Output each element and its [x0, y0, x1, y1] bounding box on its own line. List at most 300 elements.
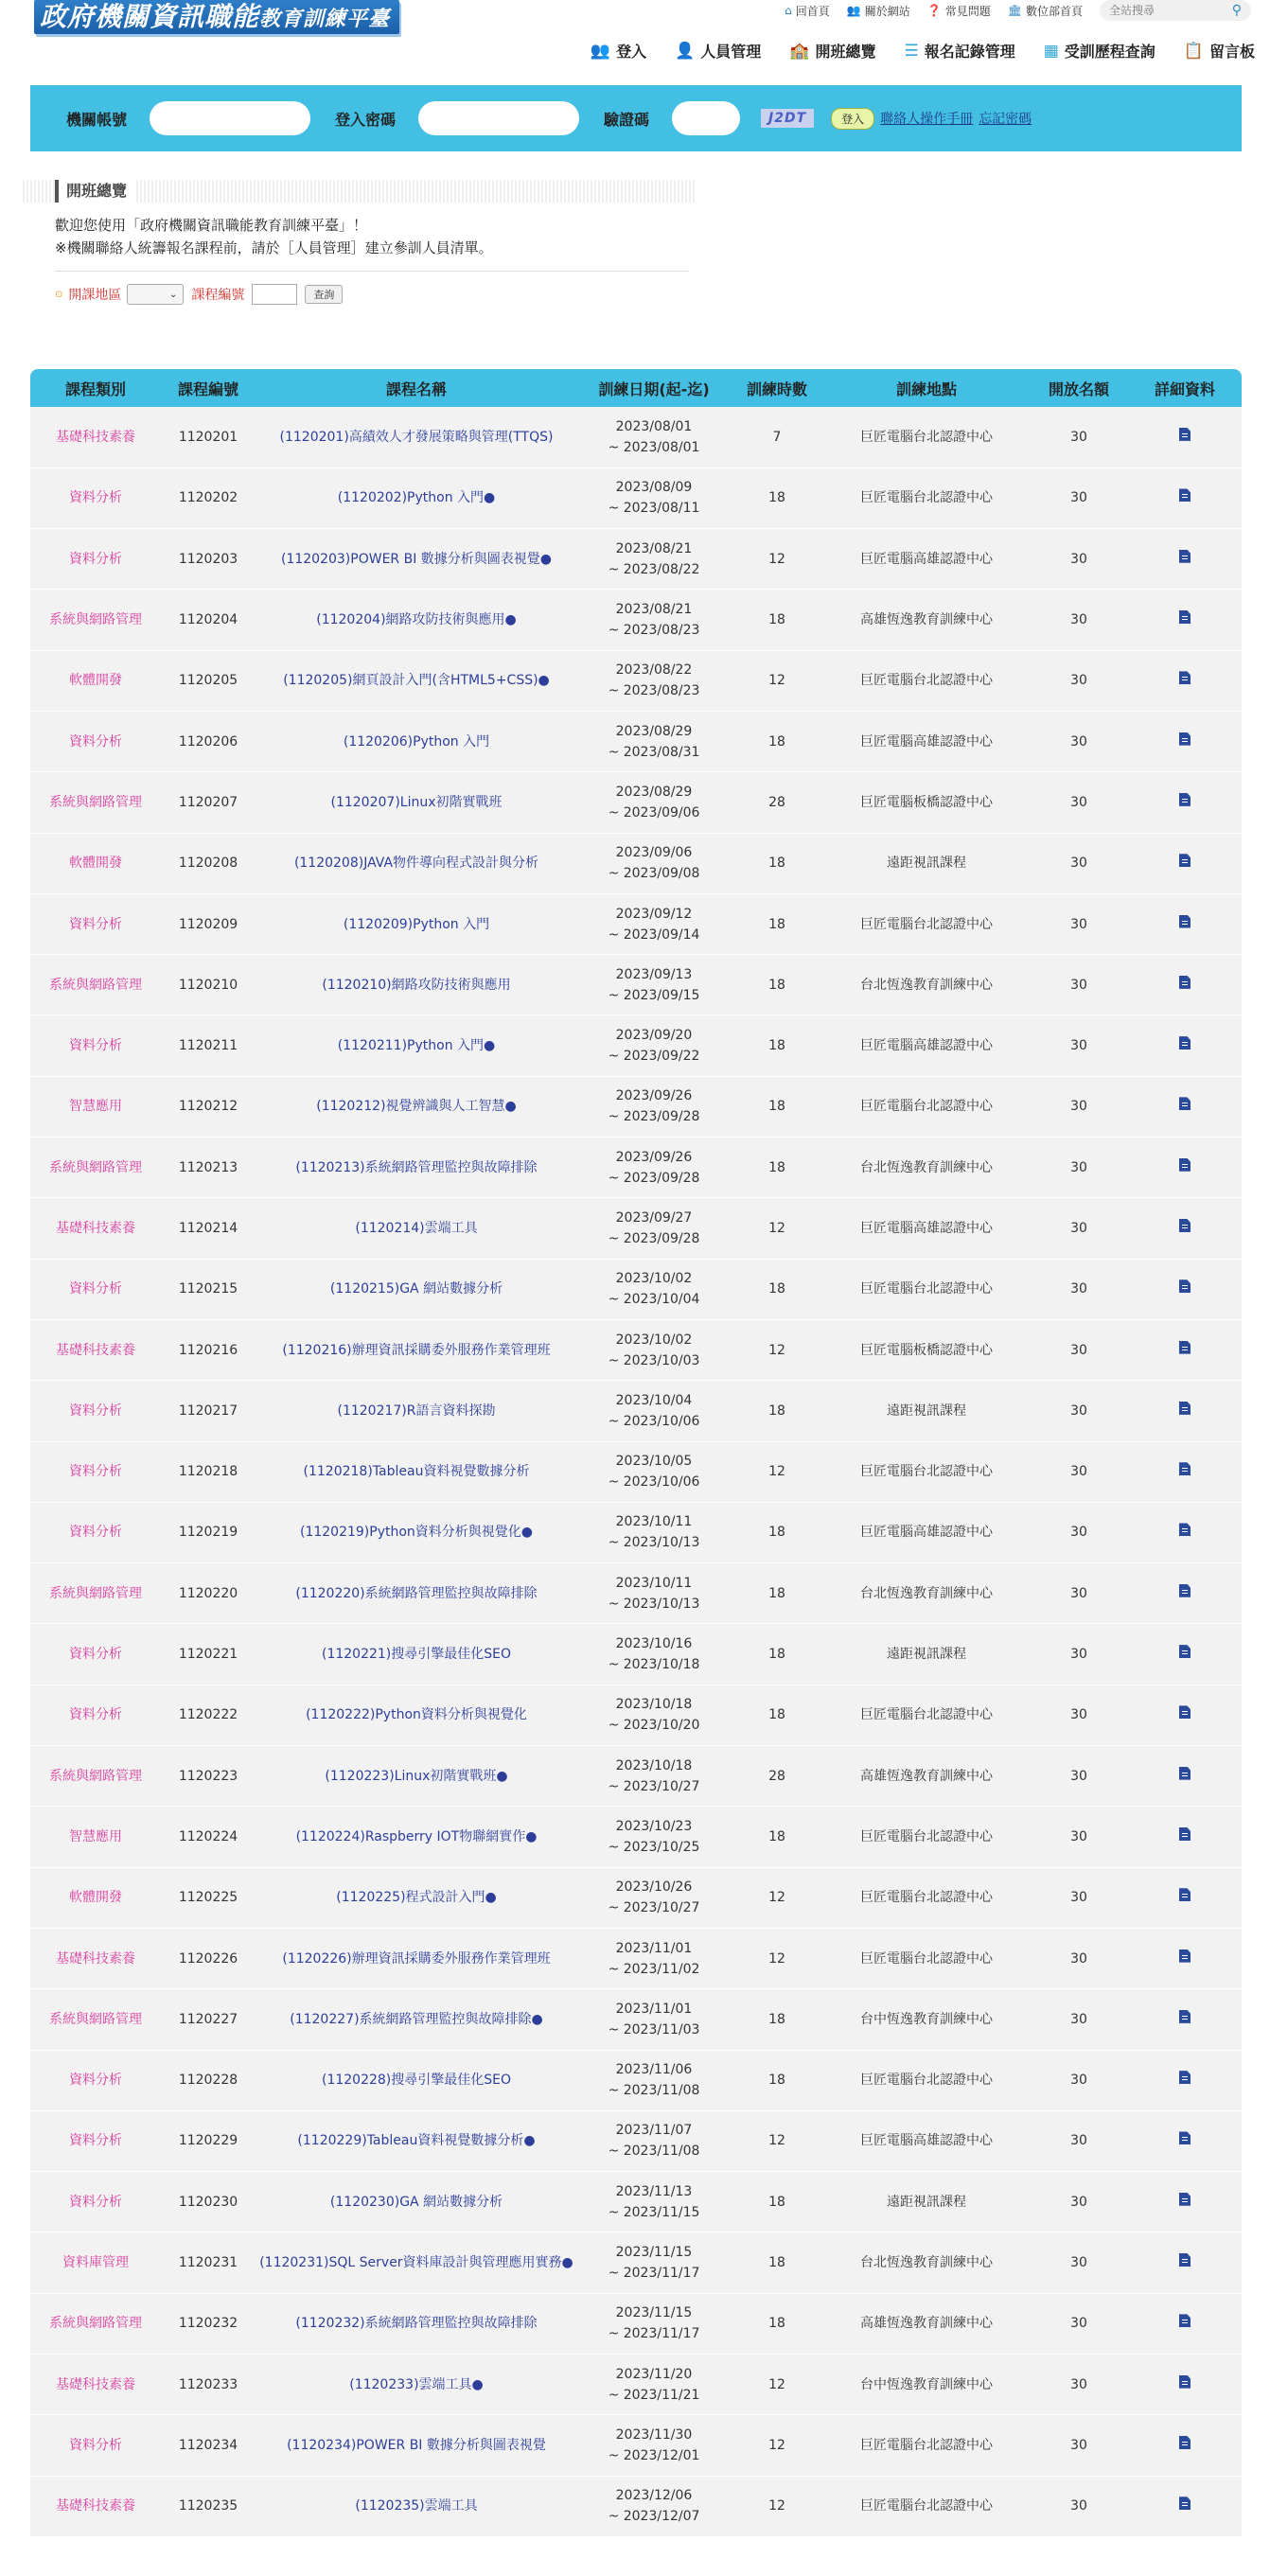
open-seats: 30: [1070, 1950, 1087, 1967]
training-dates: [577, 1319, 731, 1380]
course-name-link[interactable]: (1120215)GA 網站數據分析: [329, 1281, 503, 1297]
top-link-home[interactable]: [785, 3, 830, 19]
end-date: ~ 2023/10/25: [608, 1839, 700, 1855]
open-seats: 30: [1070, 2376, 1087, 2392]
training-location: 巨匠電腦台北認證中心: [860, 1950, 993, 1967]
course-name-link[interactable]: (1120228)搜尋引擎最佳化SEO: [321, 2073, 512, 2089]
training-hours: 18: [768, 612, 785, 628]
details-cell: [1128, 1563, 1242, 1624]
open-seats: 30: [1070, 1707, 1087, 1723]
course-category: 資料分析: [69, 1464, 122, 1480]
course-name-link[interactable]: (1120203)POWER BI 數據分析與圖表視覺●: [280, 551, 552, 567]
start-date: 2023/10/18: [615, 1697, 693, 1713]
document-icon[interactable]: [1179, 2375, 1191, 2389]
details-cell: [1128, 2415, 1242, 2476]
document-icon[interactable]: [1179, 1950, 1191, 1963]
classroom-icon: 🏫: [789, 41, 810, 61]
top-link-about[interactable]: [847, 3, 910, 19]
password-label: 登入密碼: [335, 110, 397, 129]
course-name-link[interactable]: (1120206)Python 入門: [343, 733, 490, 750]
course-category: 智慧應用: [69, 1828, 122, 1844]
nav-classes[interactable]: [789, 40, 875, 62]
training-location: 巨匠電腦台北認證中心: [860, 2498, 993, 2514]
captcha-input[interactable]: [672, 101, 740, 135]
training-hours: 12: [768, 1464, 785, 1480]
query-button[interactable]: 查詢: [305, 285, 343, 304]
open-seats: 30: [1070, 429, 1087, 445]
details-cell: [1128, 1989, 1242, 2050]
training-location: 台中恆逸教育訓練中心: [860, 2376, 993, 2392]
table-header-row: [30, 369, 1242, 407]
document-icon[interactable]: [1179, 1584, 1191, 1597]
top-link-label: 回首頁: [795, 4, 830, 18]
course-name-link[interactable]: (1120220)系統網路管理監控與故障排除: [295, 1585, 538, 1601]
course-name-link[interactable]: (1120223)Linux初階實戰班●: [325, 1768, 508, 1784]
details-cell: [1128, 2476, 1242, 2536]
training-hours: 12: [768, 2498, 785, 2514]
course-id: 1120234: [178, 2437, 238, 2453]
header-course-id: 課程編號: [177, 379, 238, 398]
course-name-link[interactable]: (1120227)系統網路管理監控與故障排除●: [290, 2011, 543, 2027]
list-icon: ☰: [904, 41, 919, 61]
table-row: [30, 833, 1242, 893]
course-category: 資料分析: [69, 2133, 122, 2149]
table-row: [30, 1015, 1242, 1076]
open-seats: 30: [1070, 733, 1087, 750]
details-cell: [1128, 1259, 1242, 1319]
end-date: ~ 2023/11/17: [608, 2266, 700, 2282]
open-seats: 30: [1070, 551, 1087, 567]
nav-label: 留言板: [1208, 43, 1255, 61]
details-cell: [1128, 2110, 1242, 2171]
course-category: 資料分析: [69, 733, 122, 750]
course-id: 1120204: [178, 612, 238, 628]
header-course-name: 課程名稱: [385, 379, 447, 398]
nav-label: 報名記錄管理: [924, 43, 1015, 61]
search-input[interactable]: [1109, 4, 1223, 17]
open-seats: 30: [1070, 1281, 1087, 1297]
table-row: [30, 2050, 1242, 2110]
nav-label: 受訓歷程查詢: [1064, 43, 1155, 61]
document-icon[interactable]: [1179, 854, 1191, 867]
nav-personnel[interactable]: [675, 40, 761, 62]
training-hours: 18: [768, 490, 785, 506]
training-dates: [577, 1807, 731, 1867]
end-date: ~ 2023/11/08: [608, 2144, 700, 2160]
details-cell: [1128, 590, 1242, 650]
building-icon: 🏛: [1007, 4, 1022, 17]
details-cell: [1128, 1441, 1242, 1502]
training-dates: [577, 2050, 731, 2110]
details-cell: [1128, 2293, 1242, 2354]
document-icon[interactable]: [1179, 2253, 1191, 2267]
document-icon[interactable]: [1179, 671, 1191, 684]
course-id: 1120225: [178, 1890, 238, 1906]
course-category: 資料分析: [69, 1038, 122, 1054]
training-location: 高雄恆逸教育訓練中心: [860, 1768, 993, 1784]
course-id: 1120208: [178, 856, 238, 872]
training-dates: [577, 650, 731, 711]
training-dates: [577, 2355, 731, 2415]
training-location: 巨匠電腦台北認證中心: [860, 2073, 993, 2089]
nav-login[interactable]: [591, 40, 646, 62]
end-date: ~ 2023/11/03: [608, 2021, 700, 2038]
manual-link[interactable]: 聯絡人操作手冊: [880, 112, 974, 127]
course-name-link[interactable]: (1120202)Python 入門●: [337, 490, 496, 506]
course-category: 資料分析: [69, 1647, 122, 1663]
course-name-link[interactable]: (1120204)網路攻防技術與應用●: [316, 612, 517, 628]
course-name-link[interactable]: (1120231)SQL Server資料庫設計與管理應用實務●: [259, 2255, 573, 2271]
table-row: [30, 1502, 1242, 1562]
calendar-icon: ▦: [1043, 41, 1059, 61]
details-cell: [1128, 1502, 1242, 1562]
table-row: [30, 1807, 1242, 1867]
course-code-input[interactable]: [252, 284, 297, 305]
open-seats: 30: [1070, 1525, 1087, 1541]
site-search: [1100, 0, 1251, 21]
region-label: 開課地區: [68, 288, 122, 303]
password-input[interactable]: [418, 101, 579, 135]
details-cell: [1128, 2050, 1242, 2110]
document-icon[interactable]: [1179, 1097, 1191, 1110]
course-category: 基礎科技素養: [56, 1221, 135, 1236]
class-table: [30, 369, 1242, 2537]
end-date: ~ 2023/09/15: [608, 987, 700, 1003]
training-dates: [577, 1624, 731, 1685]
training-dates: [577, 2415, 731, 2476]
table-row: [30, 955, 1242, 1015]
details-cell: [1128, 468, 1242, 528]
table-row: [30, 2355, 1242, 2415]
end-date: ~ 2023/08/22: [608, 561, 700, 577]
training-location: 巨匠電腦板橋認證中心: [860, 1342, 993, 1358]
course-id: 1120220: [178, 1585, 238, 1601]
course-name-link[interactable]: (1120233)雲端工具●: [349, 2376, 484, 2392]
document-icon[interactable]: [1179, 2193, 1191, 2206]
document-icon[interactable]: [1179, 2436, 1191, 2449]
course-id: 1120207: [178, 794, 238, 810]
header-category: 課程類別: [64, 379, 126, 398]
training-hours: 18: [768, 2194, 785, 2210]
course-id: 1120221: [178, 1647, 238, 1663]
document-icon[interactable]: [1179, 1705, 1191, 1719]
start-date: 2023/11/30: [615, 2426, 693, 2443]
open-seats: 30: [1070, 2498, 1087, 2514]
end-date: ~ 2023/08/31: [608, 744, 700, 760]
top-links: [785, 0, 1251, 21]
open-seats: 30: [1070, 2194, 1087, 2210]
training-hours: 18: [768, 1159, 785, 1175]
start-date: 2023/08/29: [615, 723, 693, 739]
welcome-line-2: ※機關聯絡人統籌報名課程前，請於［人員管理］建立參訓人員清單。: [55, 239, 493, 256]
region-select[interactable]: [127, 284, 184, 305]
site-logo[interactable]: [34, 0, 507, 38]
course-name-link[interactable]: (1120209)Python 入門: [343, 916, 490, 932]
training-dates: [577, 2232, 731, 2293]
open-seats: 30: [1070, 2255, 1087, 2271]
training-dates: [577, 1198, 731, 1259]
course-category: 基礎科技素養: [56, 2376, 135, 2392]
open-seats: 30: [1070, 2011, 1087, 2027]
training-hours: 18: [768, 916, 785, 932]
open-seats: 30: [1070, 1038, 1087, 1054]
logo-small-text: 教育訓練平臺: [259, 8, 391, 31]
training-location: 巨匠電腦板橋認證中心: [860, 794, 993, 810]
end-date: ~ 2023/11/21: [608, 2387, 700, 2403]
document-icon[interactable]: [1179, 428, 1191, 441]
course-name-link[interactable]: (1120225)程式設計入門●: [336, 1890, 497, 1906]
top-link-faq[interactable]: [927, 3, 991, 19]
course-category: 資料分析: [69, 1403, 122, 1419]
course-name-link[interactable]: (1120210)網路攻防技術與應用: [322, 977, 511, 993]
table-row: [30, 1259, 1242, 1319]
course-name-link[interactable]: (1120212)視覺辨識與人工智慧●: [316, 1099, 517, 1115]
end-date: ~ 2023/11/08: [608, 2083, 700, 2099]
course-id: 1120232: [178, 2316, 238, 2332]
training-hours: 18: [768, 1828, 785, 1844]
course-category: 系統與網路管理: [49, 794, 142, 810]
page-title: 開班總覽: [55, 180, 136, 203]
course-name-link[interactable]: (1120201)高績效人才發展策略與管理(TTQS): [279, 429, 554, 445]
welcome-text: [55, 214, 493, 259]
start-date: 2023/10/11: [615, 1575, 693, 1591]
course-name-link[interactable]: (1120234)POWER BI 數據分析與圖表視覺: [287, 2437, 546, 2453]
document-icon[interactable]: [1179, 732, 1191, 746]
course-name-link[interactable]: (1120211)Python 入門●: [337, 1038, 496, 1054]
course-name-link[interactable]: (1120219)Python資料分析與視覺化●: [299, 1525, 534, 1541]
course-name-link[interactable]: (1120208)JAVA物件導向程式設計與分析: [293, 856, 539, 872]
course-category: 資料分析: [69, 2073, 122, 2089]
details-cell: [1128, 955, 1242, 1015]
document-icon[interactable]: [1179, 1158, 1191, 1172]
training-dates: [577, 1441, 731, 1502]
course-code-label: 課程編號: [191, 288, 245, 303]
training-dates: [577, 833, 731, 893]
start-date: 2023/09/26: [615, 1149, 693, 1165]
course-name-link[interactable]: (1120217)R語言資料探勘: [337, 1403, 496, 1419]
nav-registrations[interactable]: [904, 40, 1014, 62]
document-icon[interactable]: [1179, 488, 1191, 502]
training-location: 台北恆逸教育訓練中心: [860, 977, 993, 993]
details-cell: [1128, 1319, 1242, 1380]
details-cell: [1128, 1807, 1242, 1867]
course-id: 1120230: [178, 2194, 238, 2210]
end-date: ~ 2023/09/28: [608, 1231, 700, 1246]
course-name-link[interactable]: (1120224)Raspberry IOT物聯網實作●: [295, 1828, 538, 1844]
course-id: 1120219: [178, 1525, 238, 1541]
table-row: [30, 772, 1242, 833]
training-hours: 18: [768, 1038, 785, 1054]
training-hours: 12: [768, 2133, 785, 2149]
course-category: 資料分析: [69, 916, 122, 932]
start-date: 2023/10/05: [615, 1454, 693, 1470]
training-hours: 12: [768, 551, 785, 567]
course-category: 系統與網路管理: [49, 1159, 142, 1175]
course-name-link[interactable]: (1120218)Tableau資料視覺數據分析: [303, 1464, 530, 1480]
course-id: 1120233: [178, 2376, 238, 2392]
top-link-moda[interactable]: [1008, 3, 1083, 19]
document-icon[interactable]: [1179, 1279, 1191, 1293]
open-seats: 30: [1070, 977, 1087, 993]
start-date: 2023/08/21: [615, 602, 693, 618]
training-hours: 28: [768, 1768, 785, 1784]
training-hours: 18: [768, 856, 785, 872]
search-icon[interactable]: ⚲: [1231, 3, 1242, 18]
course-name-link[interactable]: (1120213)系統網路管理監控與故障排除: [295, 1159, 538, 1175]
course-name-link[interactable]: (1120205)網頁設計入門(含HTML5+CSS)●: [283, 673, 550, 689]
document-icon[interactable]: [1179, 1219, 1191, 1232]
forgot-password-link[interactable]: 忘記密碼: [979, 112, 1032, 127]
start-date: 2023/09/26: [615, 1088, 693, 1104]
document-icon[interactable]: [1179, 1402, 1191, 1415]
divider: [55, 271, 689, 272]
document-icon[interactable]: [1179, 2314, 1191, 2327]
training-dates: [577, 1502, 731, 1562]
end-date: ~ 2023/10/20: [608, 1718, 700, 1734]
course-category: 軟體開發: [69, 1890, 122, 1906]
course-id: 1120215: [178, 1281, 238, 1297]
course-category: 基礎科技素養: [56, 429, 135, 445]
course-category: 軟體開發: [69, 856, 122, 872]
table-row: [30, 893, 1242, 954]
details-cell: [1128, 1198, 1242, 1259]
open-seats: 30: [1070, 1585, 1087, 1601]
start-date: 2023/09/12: [615, 906, 693, 922]
details-cell: [1128, 1746, 1242, 1807]
document-icon[interactable]: [1179, 1827, 1191, 1841]
training-dates: [577, 1076, 731, 1137]
document-icon[interactable]: [1179, 1341, 1191, 1354]
open-seats: 30: [1070, 1464, 1087, 1480]
table-row: [30, 2110, 1242, 2171]
course-name-link[interactable]: (1120222)Python資料分析與視覺化: [306, 1707, 527, 1723]
training-dates: [577, 1015, 731, 1076]
course-id: 1120235: [178, 2498, 238, 2514]
end-date: ~ 2023/10/13: [608, 1596, 700, 1612]
logo-main-text: 政府機關資訊職能: [40, 1, 260, 32]
course-category: 系統與網路管理: [49, 612, 142, 628]
start-date: 2023/10/02: [615, 1271, 693, 1287]
training-hours: 18: [768, 1585, 785, 1601]
table-row: [30, 2415, 1242, 2476]
training-location: 巨匠電腦台北認證中心: [860, 1890, 993, 1906]
end-date: ~ 2023/08/11: [608, 501, 700, 517]
document-icon[interactable]: [1179, 550, 1191, 563]
open-seats: 30: [1070, 1403, 1087, 1419]
table-row: [30, 2293, 1242, 2354]
course-name-link[interactable]: (1120230)GA 網站數據分析: [329, 2194, 503, 2210]
start-date: 2023/08/01: [615, 418, 693, 434]
document-icon[interactable]: [1179, 2010, 1191, 2023]
open-seats: 30: [1070, 1647, 1087, 1663]
document-icon[interactable]: [1179, 1036, 1191, 1050]
course-name-link[interactable]: (1120226)辦理資訊採購委外服務作業管理班: [282, 1950, 551, 1967]
end-date: ~ 2023/09/28: [608, 1109, 700, 1125]
details-cell: [1128, 1867, 1242, 1928]
open-seats: 30: [1070, 794, 1087, 810]
nav-message-board[interactable]: [1184, 40, 1255, 62]
details-cell: [1128, 2172, 1242, 2232]
document-icon[interactable]: [1179, 1462, 1191, 1475]
training-dates: [577, 2476, 731, 2536]
open-seats: 30: [1070, 1890, 1087, 1906]
document-icon[interactable]: [1179, 1888, 1191, 1901]
training-hours: 18: [768, 2011, 785, 2027]
document-icon[interactable]: [1179, 2071, 1191, 2084]
training-dates: [577, 407, 731, 468]
document-icon[interactable]: [1179, 915, 1191, 928]
course-id: 1120231: [178, 2255, 238, 2271]
table-row: [30, 1685, 1242, 1745]
start-date: 2023/12/06: [615, 2488, 693, 2504]
open-seats: 30: [1070, 2316, 1087, 2332]
training-hours: 18: [768, 733, 785, 750]
start-date: 2023/08/09: [615, 480, 693, 496]
training-location: 巨匠電腦高雄認證中心: [860, 733, 993, 750]
document-icon[interactable]: [1179, 793, 1191, 806]
document-icon[interactable]: [1179, 610, 1191, 624]
end-date: ~ 2023/11/02: [608, 1961, 700, 1977]
course-name-link[interactable]: (1120232)系統網路管理監控與故障排除: [295, 2316, 538, 2332]
nav-label: 開班總覽: [815, 43, 876, 61]
document-icon[interactable]: [1179, 2497, 1191, 2510]
course-name-link[interactable]: (1120235)雲端工具: [355, 2498, 478, 2514]
course-category: 資料分析: [69, 2194, 122, 2210]
training-location: 巨匠電腦台北認證中心: [860, 1464, 993, 1480]
document-icon[interactable]: [1179, 976, 1191, 989]
course-name-link[interactable]: (1120207)Linux初階實戰班: [330, 794, 503, 810]
account-input[interactable]: [150, 101, 310, 135]
training-location: 巨匠電腦台北認證中心: [860, 1099, 993, 1115]
course-name-link[interactable]: (1120216)辦理資訊採購委外服務作業管理班: [282, 1342, 551, 1358]
table-row: [30, 2172, 1242, 2232]
details-cell: [1128, 1928, 1242, 1988]
end-date: ~ 2023/09/08: [608, 866, 700, 882]
document-icon[interactable]: [1179, 1523, 1191, 1536]
course-name-link[interactable]: (1120221)搜尋引擎最佳化SEO: [321, 1647, 512, 1663]
training-location: 巨匠電腦台北認證中心: [860, 490, 993, 506]
course-category: 系統與網路管理: [49, 2316, 142, 2332]
training-hours: 12: [768, 1342, 785, 1358]
course-name-link[interactable]: (1120229)Tableau資料視覺數據分析●: [297, 2133, 536, 2149]
training-hours: 18: [768, 1403, 785, 1419]
document-icon[interactable]: [1179, 1645, 1191, 1658]
start-date: 2023/11/15: [615, 2305, 693, 2321]
captcha-image[interactable]: J2DT: [761, 109, 814, 128]
start-date: 2023/10/11: [615, 1514, 693, 1530]
welcome-line-1: 歡迎您使用「政府機關資訊職能教育訓練平臺」！: [55, 217, 368, 234]
end-date: ~ 2023/08/23: [608, 623, 700, 639]
table-row: [30, 590, 1242, 650]
nav-training-history[interactable]: [1044, 40, 1155, 62]
table-row: [30, 1746, 1242, 1807]
document-icon[interactable]: [1179, 2131, 1191, 2144]
course-category: 基礎科技素養: [56, 2498, 135, 2514]
course-category: 資料分析: [69, 2437, 122, 2453]
start-date: 2023/11/15: [615, 2245, 693, 2261]
training-hours: 18: [768, 1281, 785, 1297]
details-cell: [1128, 407, 1242, 468]
training-location: 遠距視訊課程: [887, 1647, 966, 1663]
course-id: 1120212: [178, 1099, 238, 1115]
login-button[interactable]: 登入: [831, 108, 874, 130]
details-cell: [1128, 1381, 1242, 1441]
training-location: 台北恆逸教育訓練中心: [860, 2255, 993, 2271]
course-name-link[interactable]: (1120214)雲端工具: [355, 1221, 478, 1236]
training-hours: 12: [768, 1890, 785, 1906]
document-icon[interactable]: [1179, 1767, 1191, 1780]
training-hours: 12: [768, 1950, 785, 1967]
